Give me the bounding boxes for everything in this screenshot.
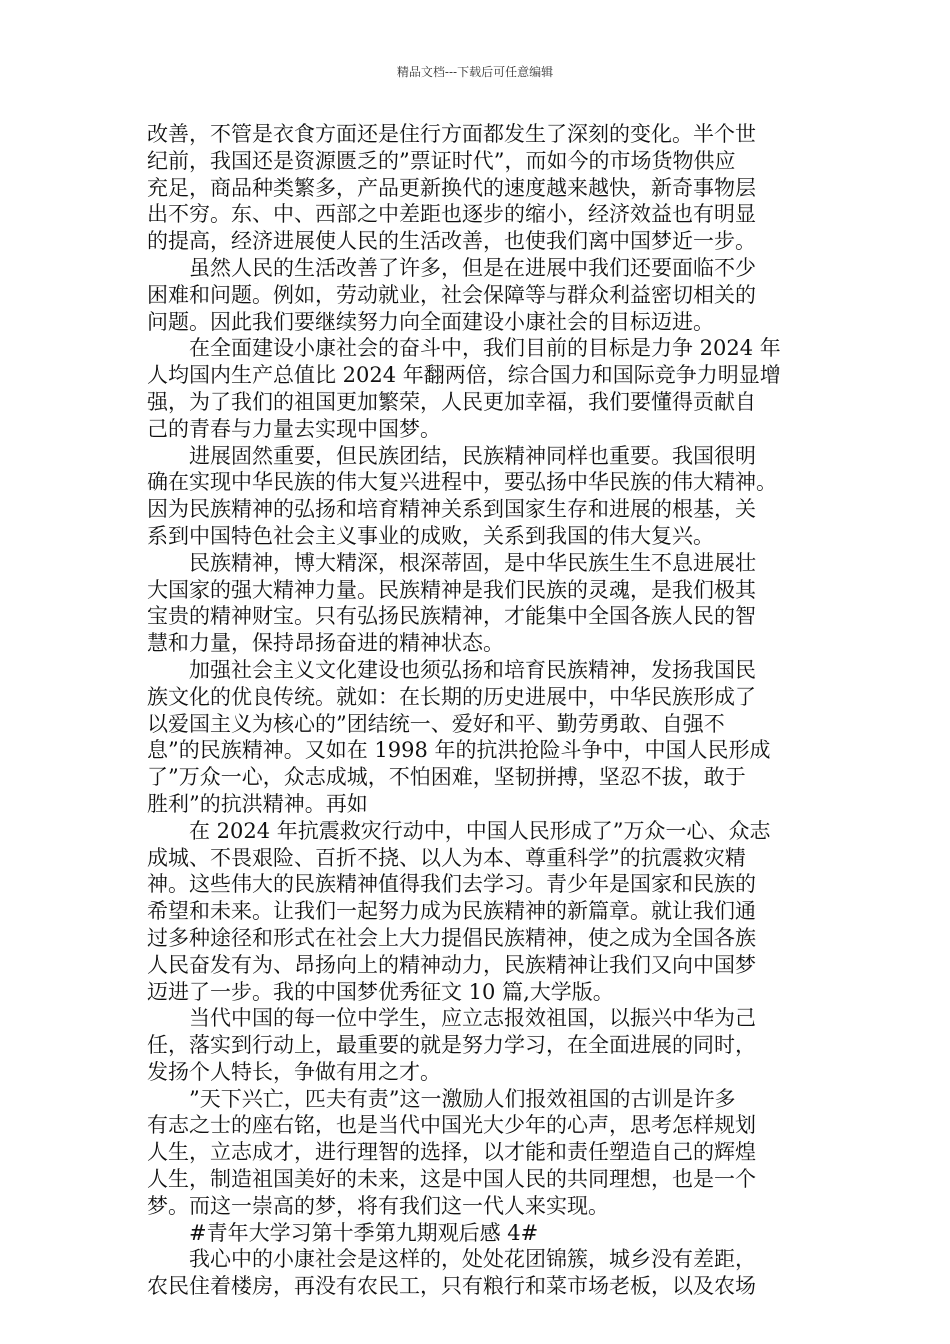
text-line: 宝贵的精神财宝。只有弘扬民族精神，才能集中全国各族人民的智 xyxy=(147,604,756,629)
text-line: 慧和力量，保持昂扬奋进的精神状态。 xyxy=(147,631,504,656)
text-line: 困难和问题。例如，劳动就业，社会保障等与群众利益密切相关的 xyxy=(147,282,756,307)
text-line: 希望和未来。让我们一起努力成为民族精神的新篇章。就让我们通 xyxy=(147,899,756,924)
text-line: 人生，立志成才，进行理智的选择，以才能和责任塑造自己的辉煌 xyxy=(147,1140,756,1165)
text-line: 息”的民族精神。又如在 1998 年的抗洪抢险斗争中，中国人民形成 xyxy=(147,738,771,763)
text-line: 人均国内生产总值比 2024 年翻两倍，综合国力和国际竞争力明显增 xyxy=(147,363,781,388)
text-line: 有志之士的座右铭，也是当代中国光大少年的心声，思考怎样规划 xyxy=(147,1113,756,1138)
text-line: 进展固然重要，但民族团结，民族精神同样也重要。我国很明 xyxy=(189,443,756,468)
text-line: 确在实现中华民族的伟大复兴进程中，要弘扬中华民族的伟大精神。 xyxy=(147,470,777,495)
text-line: 农民住着楼房，再没有农民工，只有粮行和菜市场老板，以及农场 xyxy=(147,1274,756,1299)
text-line: 胜利”的抗洪精神。再如 xyxy=(147,791,368,816)
text-line: 人民奋发有为、昂扬向上的精神动力，民族精神让我们又向中国梦 xyxy=(147,952,756,977)
text-line: #青年大学习第十季第九期观后感 4# xyxy=(189,1220,539,1245)
text-line: 当代中国的每一位中学生，应立志报效祖国，以振兴中华为己 xyxy=(189,1006,756,1031)
document-body xyxy=(147,121,811,1300)
text-line: 虽然人民的生活改善了许多，但是在进展中我们还要面临不少 xyxy=(189,255,756,280)
text-line: 充足，商品种类繁多，产品更新换代的速度越来越快，新奇事物层 xyxy=(147,175,756,200)
text-line: 迈进了一步。我的中国梦优秀征文 10 篇,大学版。 xyxy=(147,979,614,1004)
text-line: 强，为了我们的祖国更加繁荣，人民更加幸福，我们要懂得贡献自 xyxy=(147,389,756,414)
text-line: 出不穷。东、中、西部之中差距也逐步的缩小，经济效益也有明显 xyxy=(147,202,756,227)
text-line: 己的青春与力量去实现中国梦。 xyxy=(147,416,441,441)
text-line: 了”万众一心，众志成城，不怕困难，坚韧拼搏，坚忍不拔，敢于 xyxy=(147,765,746,790)
text-line: 梦。而这一崇高的梦，将有我们这一代人来实现。 xyxy=(147,1193,609,1218)
text-line: 问题。因此我们要继续努力向全面建设小康社会的目标迈进。 xyxy=(147,309,714,334)
text-line: 在全面建设小康社会的奋斗中，我们目前的目标是力争 2024 年 xyxy=(189,336,781,361)
text-line: 系到中国特色社会主义事业的成败，关系到我国的伟大复兴。 xyxy=(147,523,714,548)
text-line: 加强社会主义文化建设也须弘扬和培育民族精神，发扬我国民 xyxy=(189,657,756,682)
text-line: 过多种途径和形式在社会上大力提倡民族精神，使之成为全国各族 xyxy=(147,925,756,950)
text-line: 的提高，经济进展使人民的生活改善，也使我们离中国梦近一步。 xyxy=(147,229,756,254)
text-line: 因为民族精神的弘扬和培育精神关系到国家生存和进展的根基，关 xyxy=(147,497,756,522)
text-line: 人生，制造祖国美好的未来，这是中国人民的共同理想，也是一个 xyxy=(147,1167,756,1192)
text-line: 以爱国主义为核心的”团结统一、爱好和平、勤劳勇敢、自强不 xyxy=(147,711,725,736)
text-line: 纪前，我国还是资源匮乏的”票证时代”，而如今的市场货物供应 xyxy=(147,148,736,173)
text-line: ”天下兴亡，匹夫有责”这一激励人们报效祖国的古训是许多 xyxy=(189,1086,736,1111)
text-line: 民族精神，博大精深，根深蒂固，是中华民族生生不息进展壮 xyxy=(189,550,756,575)
text-line: 我心中的小康社会是这样的，处处花团锦簇，城乡没有差距， xyxy=(189,1247,756,1272)
text-line: 神。这些伟大的民族精神值得我们去学习。青少年是国家和民族的 xyxy=(147,872,756,897)
text-line: 大国家的强大精神力量。民族精神是我们民族的灵魂，是我们极其 xyxy=(147,577,756,602)
page-header: 精品文档---下载后可任意编辑 xyxy=(396,65,554,79)
text-line: 任，落实到行动上，最重要的就是努力学习，在全面进展的同时， xyxy=(147,1033,756,1058)
text-line: 成城、不畏艰险、百折不挠、以人为本、尊重科学”的抗震救灾精 xyxy=(147,845,746,870)
text-line: 族文化的优良传统。就如：在长期的历史进展中，中华民族形成了 xyxy=(147,684,756,709)
text-line: 改善，不管是衣食方面还是住行方面都发生了深刻的变化。半个世 xyxy=(147,122,756,146)
text-line: 在 2024 年抗震救灾行动中，中国人民形成了”万众一心、众志 xyxy=(189,818,771,843)
text-line: 发扬个人特长，争做有用之才。 xyxy=(147,1059,441,1084)
